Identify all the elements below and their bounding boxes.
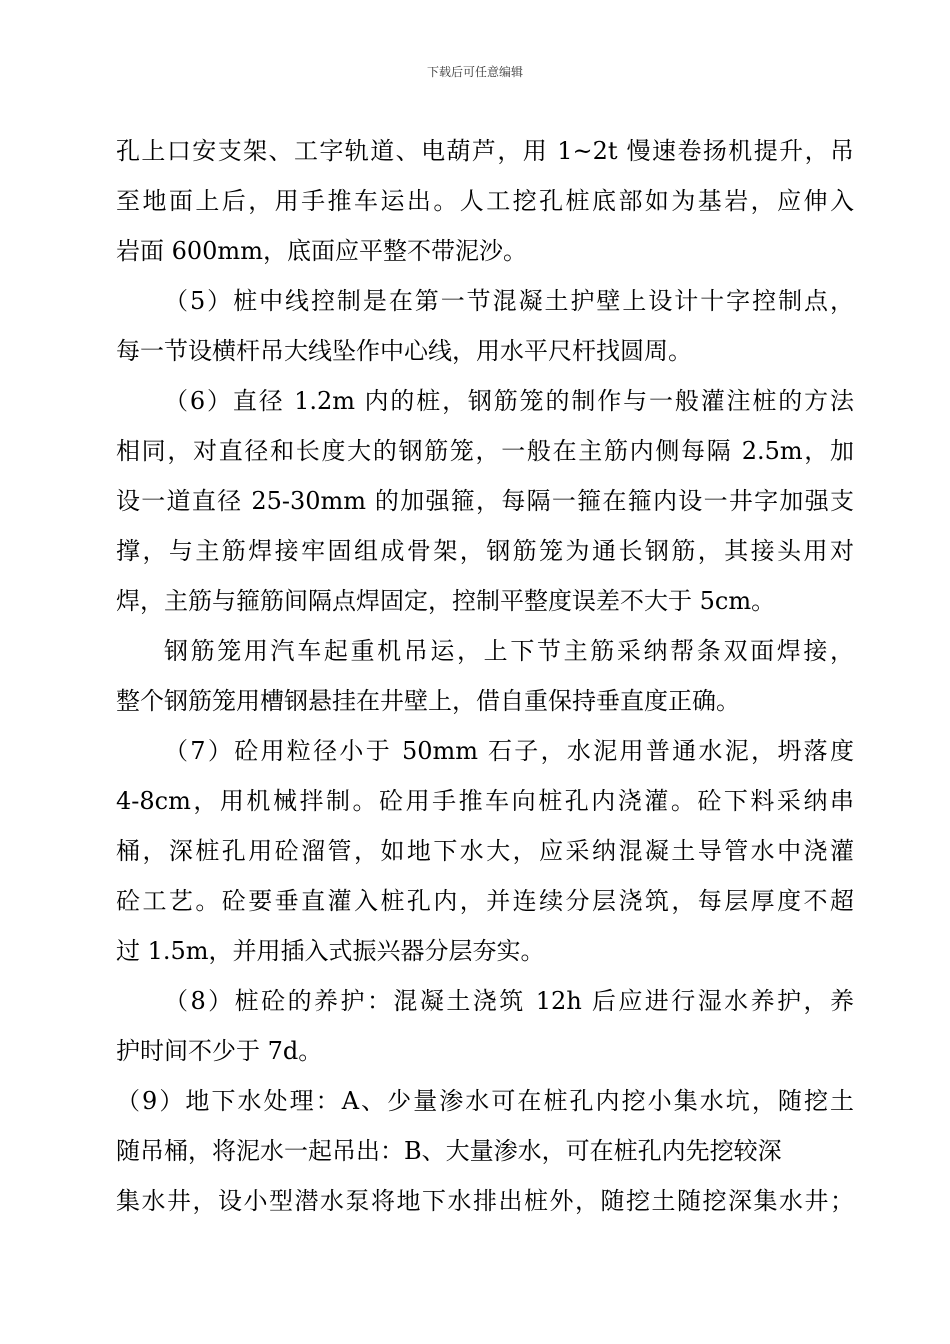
text-line: （7）砼用粒径小于 50mm 石子，水泥用普通水泥，坍落度 <box>164 737 854 765</box>
text-line: （9）地下水处理：A、少量渗水可在桩孔内挖小集水坑，随挖土 <box>116 1087 854 1115</box>
text-line: 钢筋笼用汽车起重机吊运，上下节主筋采纳帮条双面焊接， <box>164 637 854 665</box>
text-line: 岩面 600mm，底面应平整不带泥沙。 <box>116 237 527 265</box>
text-line: 集水井，设小型潜水泵将地下水排出桩外，随挖土随挖深集水井； <box>116 1187 854 1215</box>
page-header: 下载后可任意编辑 <box>426 65 523 79</box>
text-line: 4-8cm，用机械拌制。砼用手推车向桩孔内浇灌。砼下料采纳串 <box>116 787 854 815</box>
text-line: 随吊桶，将泥水一起吊出：B、大量渗水，可在桩孔内先挖较深 <box>116 1137 782 1165</box>
text-line: （8）桩砼的养护：混凝土浇筑 12h 后应进行湿水养护，养 <box>164 987 854 1015</box>
document-body <box>116 126 854 1226</box>
text-line: 相同，对直径和长度大的钢筋笼，一般在主筋内侧每隔 2.5m，加 <box>116 437 854 465</box>
text-line: 砼工艺。砼要垂直灌入桩孔内，并连续分层浇筑，每层厚度不超 <box>116 887 854 915</box>
text-line: 护时间不少于 7d。 <box>116 1037 323 1065</box>
text-line: （5）桩中线控制是在第一节混凝土护壁上设计十字控制点， <box>164 287 854 315</box>
text-line: 焊，主筋与箍筋间隔点焊固定，控制平整度误差不大于 5cm。 <box>116 587 776 615</box>
text-line: 设一道直径 25-30mm 的加强箍，每隔一箍在箍内设一井字加强支 <box>116 487 854 515</box>
text-line: （6）直径 1.2m 内的桩，钢筋笼的制作与一般灌注桩的方法 <box>164 387 854 415</box>
text-line: 过 1.5m，并用插入式振兴器分层夯实。 <box>116 937 545 965</box>
text-line: 桶，深桩孔用砼溜管，如地下水大，应采纳混凝土导管水中浇灌 <box>116 837 854 865</box>
text-line: 每一节设横杆吊大线坠作中心线，用水平尺杆找圆周。 <box>116 337 692 365</box>
text-line: 孔上口安支架、工字轨道、电葫芦，用 1~2t 慢速卷扬机提升，吊 <box>116 137 854 165</box>
text-line: 撑，与主筋焊接牢固组成骨架，钢筋笼为通长钢筋，其接头用对 <box>116 537 854 565</box>
text-line: 整个钢筋笼用槽钢悬挂在井壁上，借自重保持垂直度正确。 <box>116 687 740 715</box>
text-line: 至地面上后，用手推车运出。人工挖孔桩底部如为基岩，应伸入 <box>116 187 854 215</box>
